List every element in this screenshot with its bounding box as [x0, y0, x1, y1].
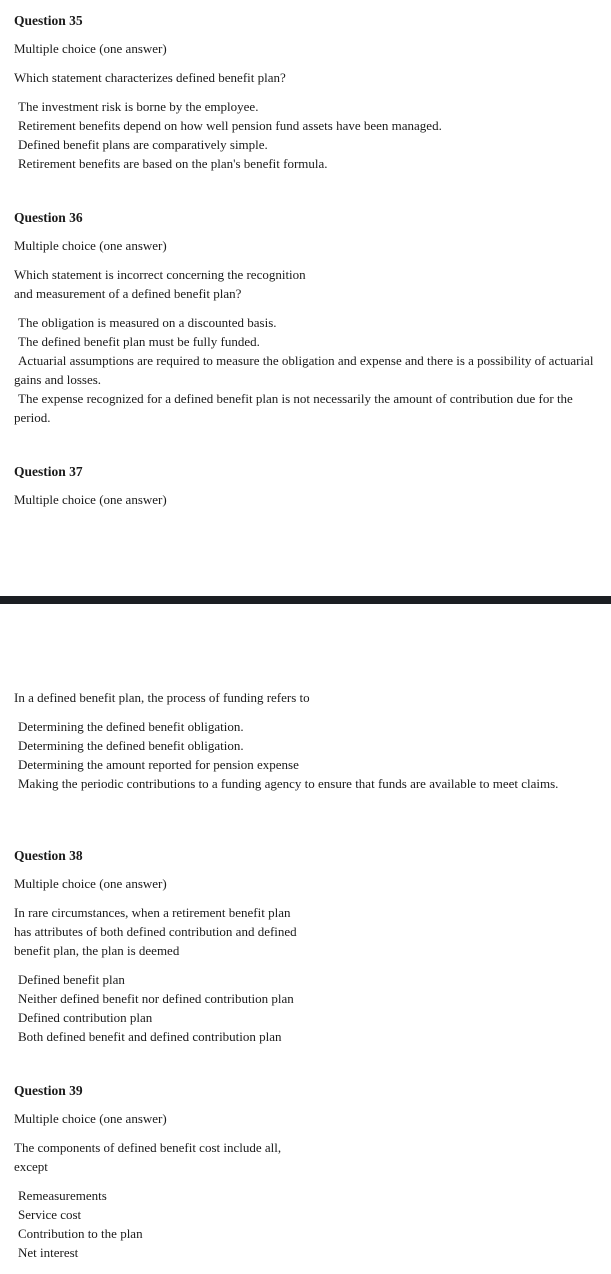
- question-title: Question 39: [14, 1083, 83, 1098]
- question-type: Multiple choice (one answer): [14, 1111, 167, 1126]
- page-divider: [0, 596, 611, 604]
- question-title: Question 36: [14, 210, 83, 225]
- question-text: Which statement characterizes defined benefit plan?: [14, 70, 286, 85]
- answer-option[interactable]: Service cost: [18, 1207, 82, 1222]
- question-text: In a defined benefit plan, the process of funding refers to: [14, 690, 310, 705]
- question-type: Multiple choice (one answer): [14, 238, 167, 253]
- question-type: Multiple choice (one answer): [14, 876, 167, 891]
- answer-option[interactable]: Defined benefit plan: [18, 972, 125, 987]
- answer-options: [14, 717, 594, 793]
- question-35: [14, 12, 594, 173]
- question-title: Question 35: [14, 13, 83, 28]
- question-37-body: [14, 688, 594, 793]
- answer-option[interactable]: Determining the defined benefit obligation.: [18, 738, 244, 753]
- question-text: Which statement is incorrect concerning the recognition and measurement of a defined benefit plan?: [14, 267, 306, 301]
- answer-option[interactable]: Contribution to the plan: [18, 1226, 143, 1241]
- answer-option[interactable]: The investment risk is borne by the employee.: [18, 99, 259, 114]
- answer-option[interactable]: Making the periodic contributions to a funding agency to ensure that funds are available to meet claims.: [18, 776, 559, 791]
- answer-options: [14, 1186, 594, 1262]
- answer-option[interactable]: Remeasurements: [18, 1188, 107, 1203]
- answer-option[interactable]: Defined benefit plans are comparatively simple.: [18, 137, 268, 152]
- answer-option[interactable]: Neither defined benefit nor defined contribution plan: [18, 991, 294, 1006]
- question-text: The components of defined benefit cost include all, except: [14, 1140, 282, 1174]
- answer-option[interactable]: Determining the defined benefit obligation.: [18, 719, 244, 734]
- answer-option[interactable]: Retirement benefits depend on how well pension fund assets have been managed.: [18, 118, 442, 133]
- answer-option[interactable]: Determining the amount reported for pension expense: [18, 757, 299, 772]
- question-36: [14, 209, 594, 427]
- question-type: Multiple choice (one answer): [14, 492, 167, 507]
- question-38: [14, 847, 594, 1046]
- question-type: Multiple choice (one answer): [14, 41, 167, 56]
- answer-options: [14, 97, 594, 173]
- answer-option[interactable]: Defined contribution plan: [18, 1010, 153, 1025]
- question-text: In rare circumstances, when a retirement benefit plan has attributes of both defined contribution and defined benefit plan, the plan is deemed: [14, 905, 297, 958]
- answer-option[interactable]: Actuarial assumptions are required to measure the obligation and expense and there is a possibility of actuarial gains and losses.: [14, 353, 594, 387]
- answer-option[interactable]: Both defined benefit and defined contribution plan: [18, 1029, 282, 1044]
- answer-options: [14, 970, 594, 1046]
- question-39: [14, 1082, 594, 1262]
- answer-option[interactable]: The defined benefit plan must be fully funded.: [18, 334, 260, 349]
- answer-option[interactable]: Net interest: [18, 1245, 79, 1260]
- answer-options: [14, 313, 594, 427]
- question-title: Question 38: [14, 848, 83, 863]
- answer-option[interactable]: Retirement benefits are based on the plan's benefit formula.: [18, 156, 328, 171]
- question-title: Question 37: [14, 464, 83, 479]
- answer-option[interactable]: The obligation is measured on a discounted basis.: [18, 315, 277, 330]
- answer-option[interactable]: The expense recognized for a defined benefit plan is not necessarily the amount of contribution due for the period.: [14, 391, 573, 425]
- question-37-header: [14, 463, 594, 509]
